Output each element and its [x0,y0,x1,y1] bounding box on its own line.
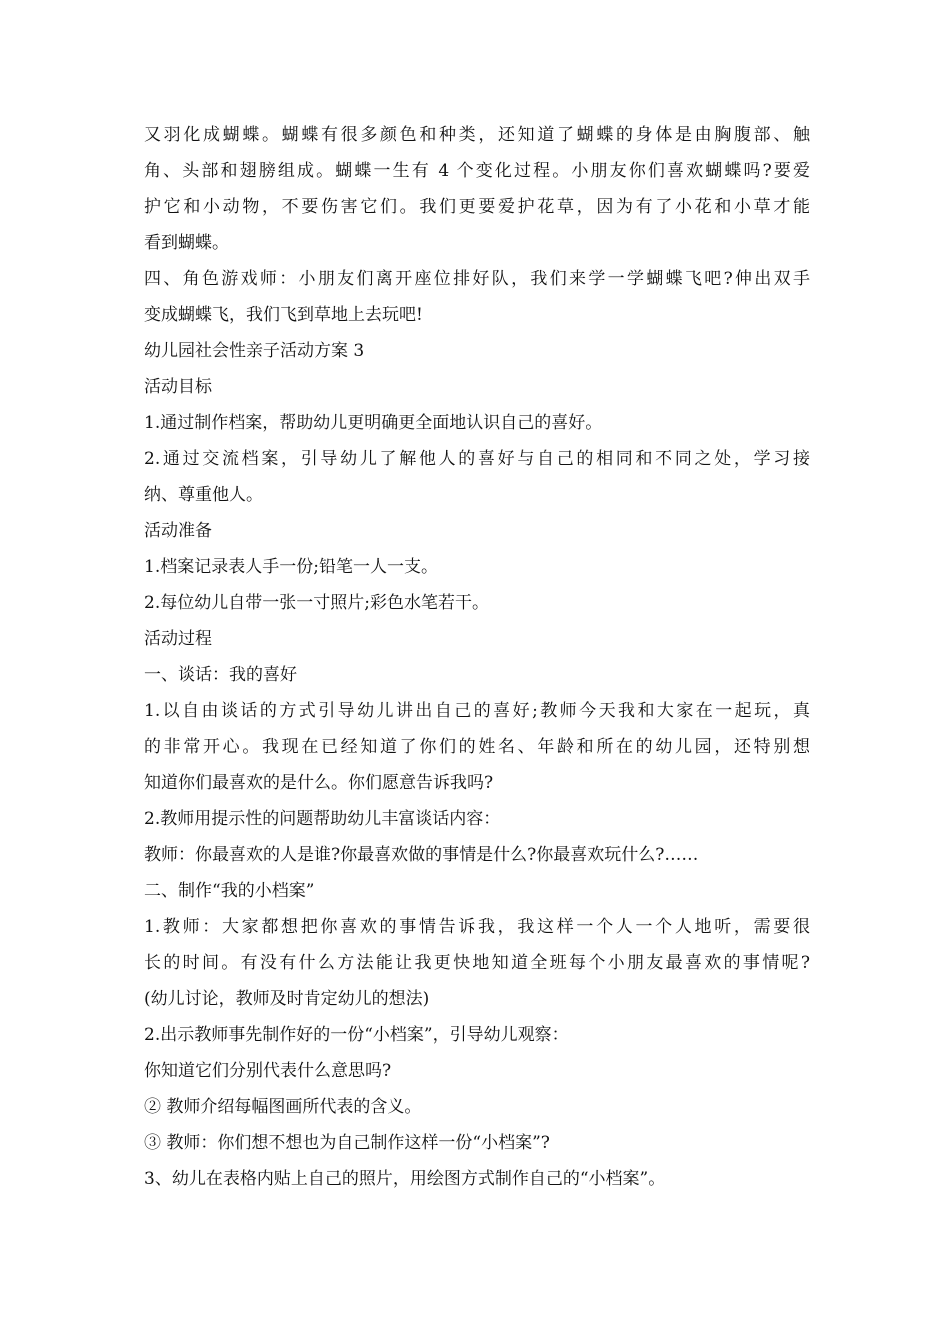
text-line: 一、谈话：我的喜好 [144,665,297,685]
text-line: 2.教师用提示性的问题帮助幼儿丰富谈话内容： [144,809,501,829]
text-line: 1.教师：大家都想把你喜欢的事情告诉我，我这样一个人一个人地听，需要很 [144,917,810,937]
text-line: 1.档案记录表人手一份;铅笔一人一支。 [144,557,438,577]
text-line: 3、幼儿在表格内贴上自己的照片，用绘图方式制作自己的“小档案”。 [144,1169,666,1189]
text-line: (幼儿讨论，教师及时肯定幼儿的想法) [144,989,430,1009]
text-line: 变成蝴蝶飞，我们飞到草地上去玩吧! [144,305,423,325]
text-line: 教师：你最喜欢的人是谁?你最喜欢做的事情是什么?你最喜欢玩什么?…… [144,845,699,865]
text-line: 四、角色游戏师：小朋友们离开座位排好队，我们来学一学蝴蝶飞吧?伸出双手 [144,269,810,289]
text-line: 1.以自由谈话的方式引导幼儿讲出自己的喜好;教师今天我和大家在一起玩，真 [144,701,810,721]
text-line: 的非常开心。我现在已经知道了你们的姓名、年龄和所在的幼儿园，还特别想 [144,737,810,757]
text-line: 活动准备 [144,521,212,541]
text-line: 知道你们最喜欢的是什么。你们愿意告诉我吗? [144,773,494,793]
document-body [144,117,810,1197]
text-line: 你知道它们分别代表什么意思吗? [144,1061,392,1081]
text-line: 2.出示教师事先制作好的一份“小档案”，引导幼儿观察： [144,1025,569,1045]
text-line: 二、制作“我的小档案” [144,881,315,901]
text-line: 又羽化成蝴蝶。蝴蝶有很多颜色和种类，还知道了蝴蝶的身体是由胸腹部、触 [144,125,810,145]
text-line: ② 教师介绍每幅图画所代表的含义。 [144,1097,422,1117]
text-line: 活动目标 [144,377,212,397]
text-line: 1.通过制作档案，帮助幼儿更明确更全面地认识自己的喜好。 [144,413,603,433]
text-line: 活动过程 [144,629,212,649]
text-line: 幼儿园社会性亲子活动方案 3 [144,341,365,361]
text-line: 2.通过交流档案，引导幼儿了解他人的喜好与自己的相同和不同之处，学习接 [144,449,810,469]
text-line: 看到蝴蝶。 [144,233,229,253]
text-line: 长的时间。有没有什么方法能让我更快地知道全班每个小朋友最喜欢的事情呢? [144,953,810,973]
text-line: ③ 教师：你们想不想也为自己制作这样一份“小档案”? [144,1133,550,1153]
text-line: 护它和小动物，不要伤害它们。我们更要爱护花草，因为有了小花和小草才能 [144,197,810,217]
text-line: 2.每位幼儿自带一张一寸照片;彩色水笔若干。 [144,593,489,613]
text-line: 纳、尊重他人。 [144,485,263,505]
text-line: 角、头部和翅膀组成。蝴蝶一生有 4 个变化过程。小朋友你们喜欢蝴蝶吗?要爱 [144,161,810,181]
